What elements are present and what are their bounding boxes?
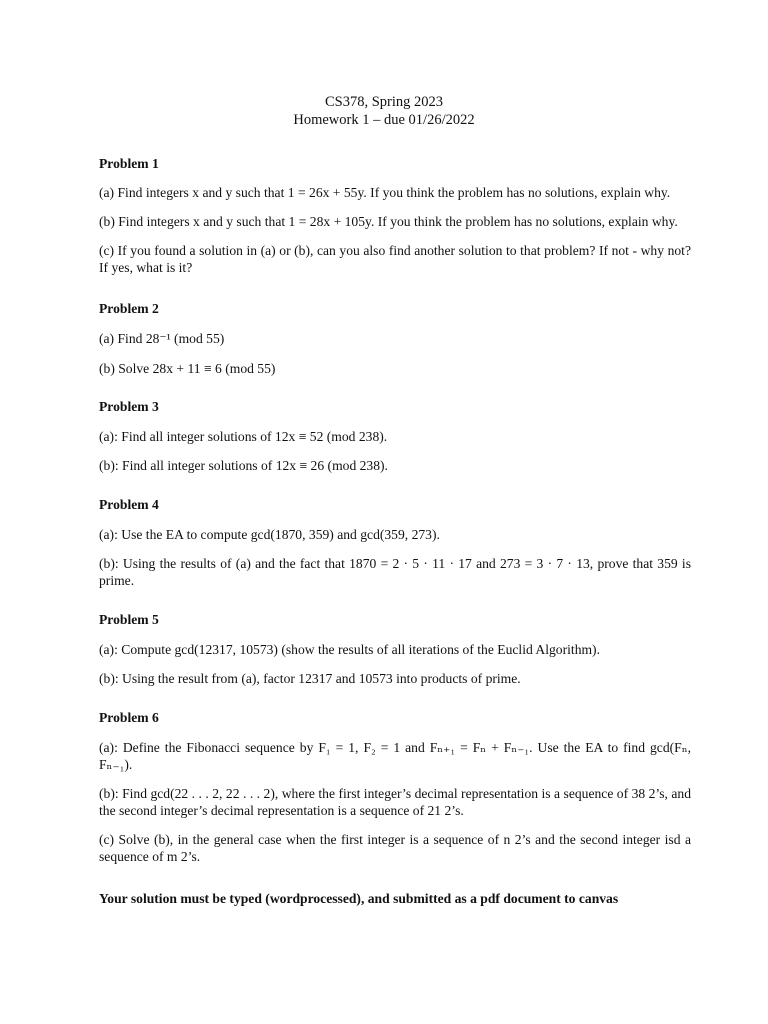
homework-title: Homework 1 – due 01/26/2022 [293,112,475,128]
course-title: CS378, Spring 2023 [324,94,444,110]
problem-part: (a) Find 28⁻¹ (mod 55) [99,331,225,346]
problem-6 [99,709,691,865]
problem-part: (a): Compute gcd(12317, 10573) (show the results of all iterations of the Euclid Algorithm). [99,642,600,657]
problem-2 [99,300,691,377]
problem-part: (a): Find all integer solutions of 12x ≡ 52 (mod 238). [99,429,388,444]
problem-part: (b): Using the result from (a), factor 12317 and 10573 into products of prime. [99,671,521,686]
problem-part: (b) Solve 28x + 11 ≡ 6 (mod 55) [99,361,276,376]
problem-3 [99,398,691,474]
problem-part: (c) Solve (b), in the general case when the first integer is a sequence of n 2’s and the second integer isd a sequence of m 2’s. [99,832,691,864]
problem-part: (b): Find gcd(22 . . . 2, 22 . . . 2), where the first integer’s decimal representation is a sequence of 38 2’s, and the second integer’s decimal representation is a sequence of 21 2’s. [99,786,691,818]
problem-title: Problem 1 [99,156,159,171]
problem-4 [99,496,691,589]
problem-part: (a) Find integers x and y such that 1 = 26x + 55y. If you think the problem has no solutions, explain why. [99,185,671,200]
problem-part: (a): Define the Fibonacci sequence by F₁ = 1, F₂ = 1 and Fₙ₊₁ = Fₙ + Fₙ₋₁. Use the EA to find gcd(Fₙ, Fₙ₋₁). [99,740,691,772]
problem-part: (b): Using the results of (a) and the fact that 1870 = 2 · 5 · 11 · 17 and 273 = 3 · 7 · 13, prove that 359 is prime. [99,556,691,588]
submission-note: Your solution must be typed (wordprocessed), and submitted as a pdf document to canvas [99,891,619,906]
problem-title: Problem 3 [99,399,159,414]
problem-part: (b): Find all integer solutions of 12x ≡ 26 (mod 238). [99,458,388,473]
problem-5 [99,611,691,687]
problem-part: (c) If you found a solution in (a) or (b), can you also find another solution to that problem? If not - why not? If yes, what is it? [99,243,691,275]
document-header [0,93,768,129]
problem-part: (b) Find integers x and y such that 1 = 28x + 105y. If you think the problem has no solutions, explain why. [99,214,678,229]
problem-title: Problem 2 [99,301,159,316]
problem-part: (a): Use the EA to compute gcd(1870, 359) and gcd(359, 273). [99,527,440,542]
problem-title: Problem 5 [99,612,159,627]
problem-title: Problem 4 [99,497,159,512]
problem-title: Problem 6 [99,710,159,725]
problem-1 [99,155,691,276]
